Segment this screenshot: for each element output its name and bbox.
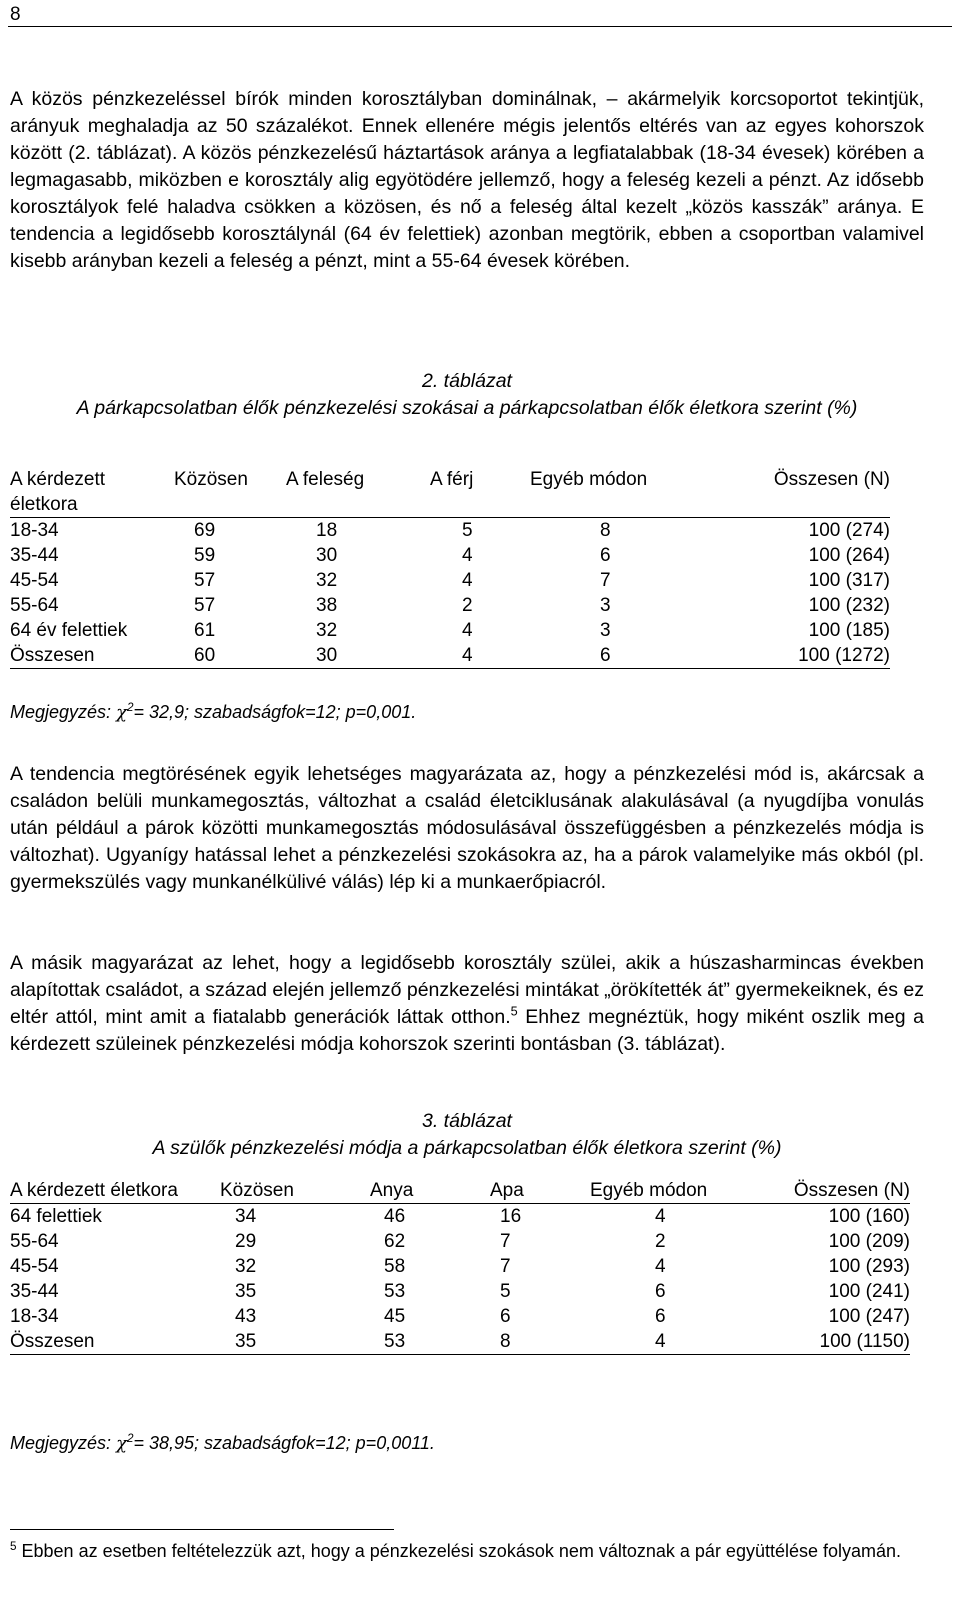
paragraph-2: A tendencia megtörésének egyik lehetséges magyarázata az, hogy a pénzkezelési mód is, akárcsak a családon belüli munkamegosztás, változhat a család életciklusának alakulásával (a nyugdíjba vonulás után például a párok közötti munkamegosztás módosulásával összefüggésben a pénzkezelés módja is változhat). Ugyanígy hatással lehet a pénzkezelési szokásokra az, ha a párok valamelyike más okból (pl. gyermekszülés vagy munkanélkülivé válás) lép ki a munkaerőpiacról. — [10, 763, 924, 893]
table-cell: 30 — [270, 643, 410, 669]
footnote-mark: 5 — [10, 1540, 17, 1553]
table-cell: 18 — [316, 520, 338, 541]
table-row — [10, 1304, 910, 1329]
note-text: = 38,95; szabadságfok=12; p=0,0011. — [133, 1433, 435, 1453]
table-cell: 69 — [194, 520, 216, 541]
table-cell: 100 (274) — [808, 520, 890, 541]
table-cell: 45-54 — [10, 1256, 59, 1277]
table-row — [10, 518, 890, 544]
chi-symbol: χ — [116, 702, 127, 723]
table-cell: 6 — [655, 1281, 666, 1302]
table-cell: 62 — [384, 1231, 406, 1252]
table3-title: A szülők pénzkezelési módja a párkapcsolatban élők életkora szerint (%) — [152, 1137, 782, 1159]
footnote-ref: 5 — [510, 1004, 518, 1019]
table-cell: 45 — [384, 1306, 406, 1327]
footnote-rule — [10, 1529, 394, 1530]
table-cell: 55-64 — [10, 595, 59, 616]
table-cell: 53 — [384, 1281, 406, 1302]
table-cell: 4 — [462, 620, 473, 641]
table3 — [10, 1178, 910, 1355]
table-cell: 3 — [600, 595, 611, 616]
table-cell: 6 — [655, 1306, 666, 1327]
table3-header-age: A kérdezett életkora — [10, 1178, 220, 1204]
table2-caption — [10, 368, 924, 422]
table3-header-total: Összesen (N) — [750, 1178, 910, 1204]
note-superscript: 2 — [126, 1432, 134, 1445]
table-cell: 100 (1272) — [690, 643, 890, 669]
table2-header-total: Összesen (N) — [690, 467, 890, 518]
table3-number: 3. táblázat — [422, 1110, 512, 1132]
table-cell: 4 — [655, 1256, 666, 1277]
note-superscript: 2 — [126, 701, 134, 714]
table-cell: 4 — [462, 545, 473, 566]
table-row — [10, 568, 890, 593]
table2-header-age: A kérdezett életkora — [10, 467, 160, 518]
table-cell: 16 — [500, 1206, 522, 1227]
table-cell: 4 — [410, 643, 520, 669]
table-cell: 60 — [160, 643, 270, 669]
table3-header-father: Apa — [480, 1178, 590, 1204]
table-row — [10, 1279, 910, 1304]
page-number: 8 — [10, 4, 21, 25]
table-cell: 8 — [600, 520, 611, 541]
table-cell: 34 — [235, 1206, 257, 1227]
table-cell: 64 felettiek — [10, 1206, 102, 1227]
table-cell: 100 (160) — [828, 1206, 910, 1227]
note-label: Megjegyzés: — [10, 1433, 117, 1453]
table-cell: 35 — [235, 1281, 257, 1302]
table-cell: 5 — [500, 1281, 511, 1302]
table-cell: 4 — [590, 1329, 750, 1355]
table-row — [10, 1329, 910, 1355]
table-cell: 100 (241) — [828, 1281, 910, 1302]
table-row — [10, 618, 890, 643]
table-cell: 35 — [220, 1329, 350, 1355]
note-label: Megjegyzés: — [10, 702, 117, 722]
table-cell: 46 — [384, 1206, 406, 1227]
table3-note — [10, 1433, 435, 1454]
footnote-text: Ebben az esetben feltételezzük azt, hogy a pénzkezelési szokások nem változnak a pár együttélése folyamán. — [16, 1541, 902, 1561]
table3-header-row — [10, 1178, 910, 1204]
table-cell: 32 — [316, 570, 338, 591]
table-cell: 45-54 — [10, 570, 59, 591]
table-row — [10, 1254, 910, 1279]
table3-header-other: Egyéb módon — [590, 1178, 750, 1204]
table-cell: 64 év felettiek — [10, 620, 128, 641]
table-cell: 35-44 — [10, 1281, 59, 1302]
table-cell: 58 — [384, 1256, 406, 1277]
table-cell: 55-64 — [10, 1231, 59, 1252]
table-cell: 5 — [462, 520, 473, 541]
table-cell: 6 — [520, 643, 690, 669]
table-cell: 61 — [194, 620, 216, 641]
table-cell: 38 — [316, 595, 338, 616]
table-cell: 6 — [500, 1306, 511, 1327]
table3-header-mother: Anya — [350, 1178, 480, 1204]
table2-header-jointly: Közösen — [160, 467, 270, 518]
table-cell: 35-44 — [10, 545, 59, 566]
table-cell: 29 — [235, 1231, 257, 1252]
table-cell: 6 — [600, 545, 611, 566]
table-cell: 59 — [194, 545, 216, 566]
table-cell: 100 (1150) — [750, 1329, 910, 1355]
table-row — [10, 543, 890, 568]
table-cell: 7 — [600, 570, 611, 591]
table-cell: 3 — [600, 620, 611, 641]
note-text: = 32,9; szabadságfok=12; p=0,001. — [133, 702, 417, 722]
chi-symbol: χ — [116, 1433, 127, 1454]
table-cell: 7 — [500, 1231, 511, 1252]
table2 — [10, 467, 890, 669]
paragraph-1: A közös pénzkezeléssel bírók minden korosztályban dominálnak, – akármelyik korcsoportot tekintjük, arányuk meghaladja az 50 százalékot. Ennek ellenére mégis jelentős eltérés van az egyes kohorszok között (2. táblázat). A közös pénzkezelésű háztartások aránya a legfiatalabbak (18-34 évesek) körében a legmagasabb, miközben e korosztály alig egyötödére jellemző, hogy a feleség kezeli a pénzt. Az idősebb korosztályok felé haladva csökken a közösen, és nő a feleség által kezelt „közös kasszák” aránya. E tendencia a legidősebb korosztálynál (64 év felettiek) azonban megtörik, ebben a csoportban valamivel kisebb arányban kezeli a feleség a pénzt, mint a 55-64 évesek körében. — [10, 88, 924, 272]
table-cell: 100 (209) — [828, 1231, 910, 1252]
table-cell: 57 — [194, 570, 216, 591]
table-cell: 100 (293) — [828, 1256, 910, 1277]
paragraph-3-text-cont: Ehhez megnéztük, hogy miként oszlik meg a kérdezett szüleinek pénzkezelési módja kohorszok szerinti bontásban (3. táblázat). — [10, 1006, 925, 1055]
table-cell: 30 — [316, 545, 338, 566]
table2-header-husband: A férj — [410, 467, 520, 518]
table2-header-wife: A feleség — [270, 467, 410, 518]
table-cell: 4 — [462, 570, 473, 591]
table-cell: 100 (247) — [828, 1306, 910, 1327]
header-rule — [8, 26, 952, 27]
table-cell: 7 — [500, 1256, 511, 1277]
table-cell: 4 — [655, 1206, 666, 1227]
table-cell: 32 — [235, 1256, 257, 1277]
table-cell: 2 — [655, 1231, 666, 1252]
table-cell: 8 — [480, 1329, 590, 1355]
table-cell: 100 (317) — [808, 570, 890, 591]
table-cell: 100 (264) — [808, 545, 890, 566]
table-cell: 2 — [462, 595, 473, 616]
table-cell: 18-34 — [10, 1306, 59, 1327]
table-cell: Összesen — [10, 643, 160, 669]
table2-header-other: Egyéb módon — [520, 467, 690, 518]
table-cell: 43 — [235, 1306, 257, 1327]
table3-caption — [10, 1108, 924, 1162]
table-cell: 32 — [316, 620, 338, 641]
table2-number: 2. táblázat — [422, 370, 512, 392]
table-cell: 18-34 — [10, 520, 59, 541]
table-cell: 53 — [350, 1329, 480, 1355]
table-cell: 100 (185) — [808, 620, 890, 641]
paragraph-3 — [10, 950, 924, 1058]
table-cell: 100 (232) — [808, 595, 890, 616]
table2-header-row — [10, 467, 890, 518]
table2-note — [10, 702, 416, 723]
footnote — [10, 1538, 924, 1564]
table-row — [10, 593, 890, 618]
table-cell: Összesen — [10, 1329, 220, 1355]
table-row — [10, 1229, 910, 1254]
table-row — [10, 1204, 910, 1230]
paragraph-3-text: A másik magyarázat az lehet, hogy a legidősebb korosztály szülei, akik a húszasharmincas években alapítottak családot, a század elején jellemző pénzkezelési mintákat „örökítették át” gyermekeiknek, és ez eltér attól, mint amit a fiatalabb generációk láttak otthon. — [10, 952, 924, 1028]
table-cell: 57 — [194, 595, 216, 616]
table3-header-jointly: Közösen — [220, 1178, 350, 1204]
table2-title: A párkapcsolatban élők pénzkezelési szokásai a párkapcsolatban élők életkora szerint (%) — [76, 397, 858, 419]
table-row — [10, 643, 890, 669]
